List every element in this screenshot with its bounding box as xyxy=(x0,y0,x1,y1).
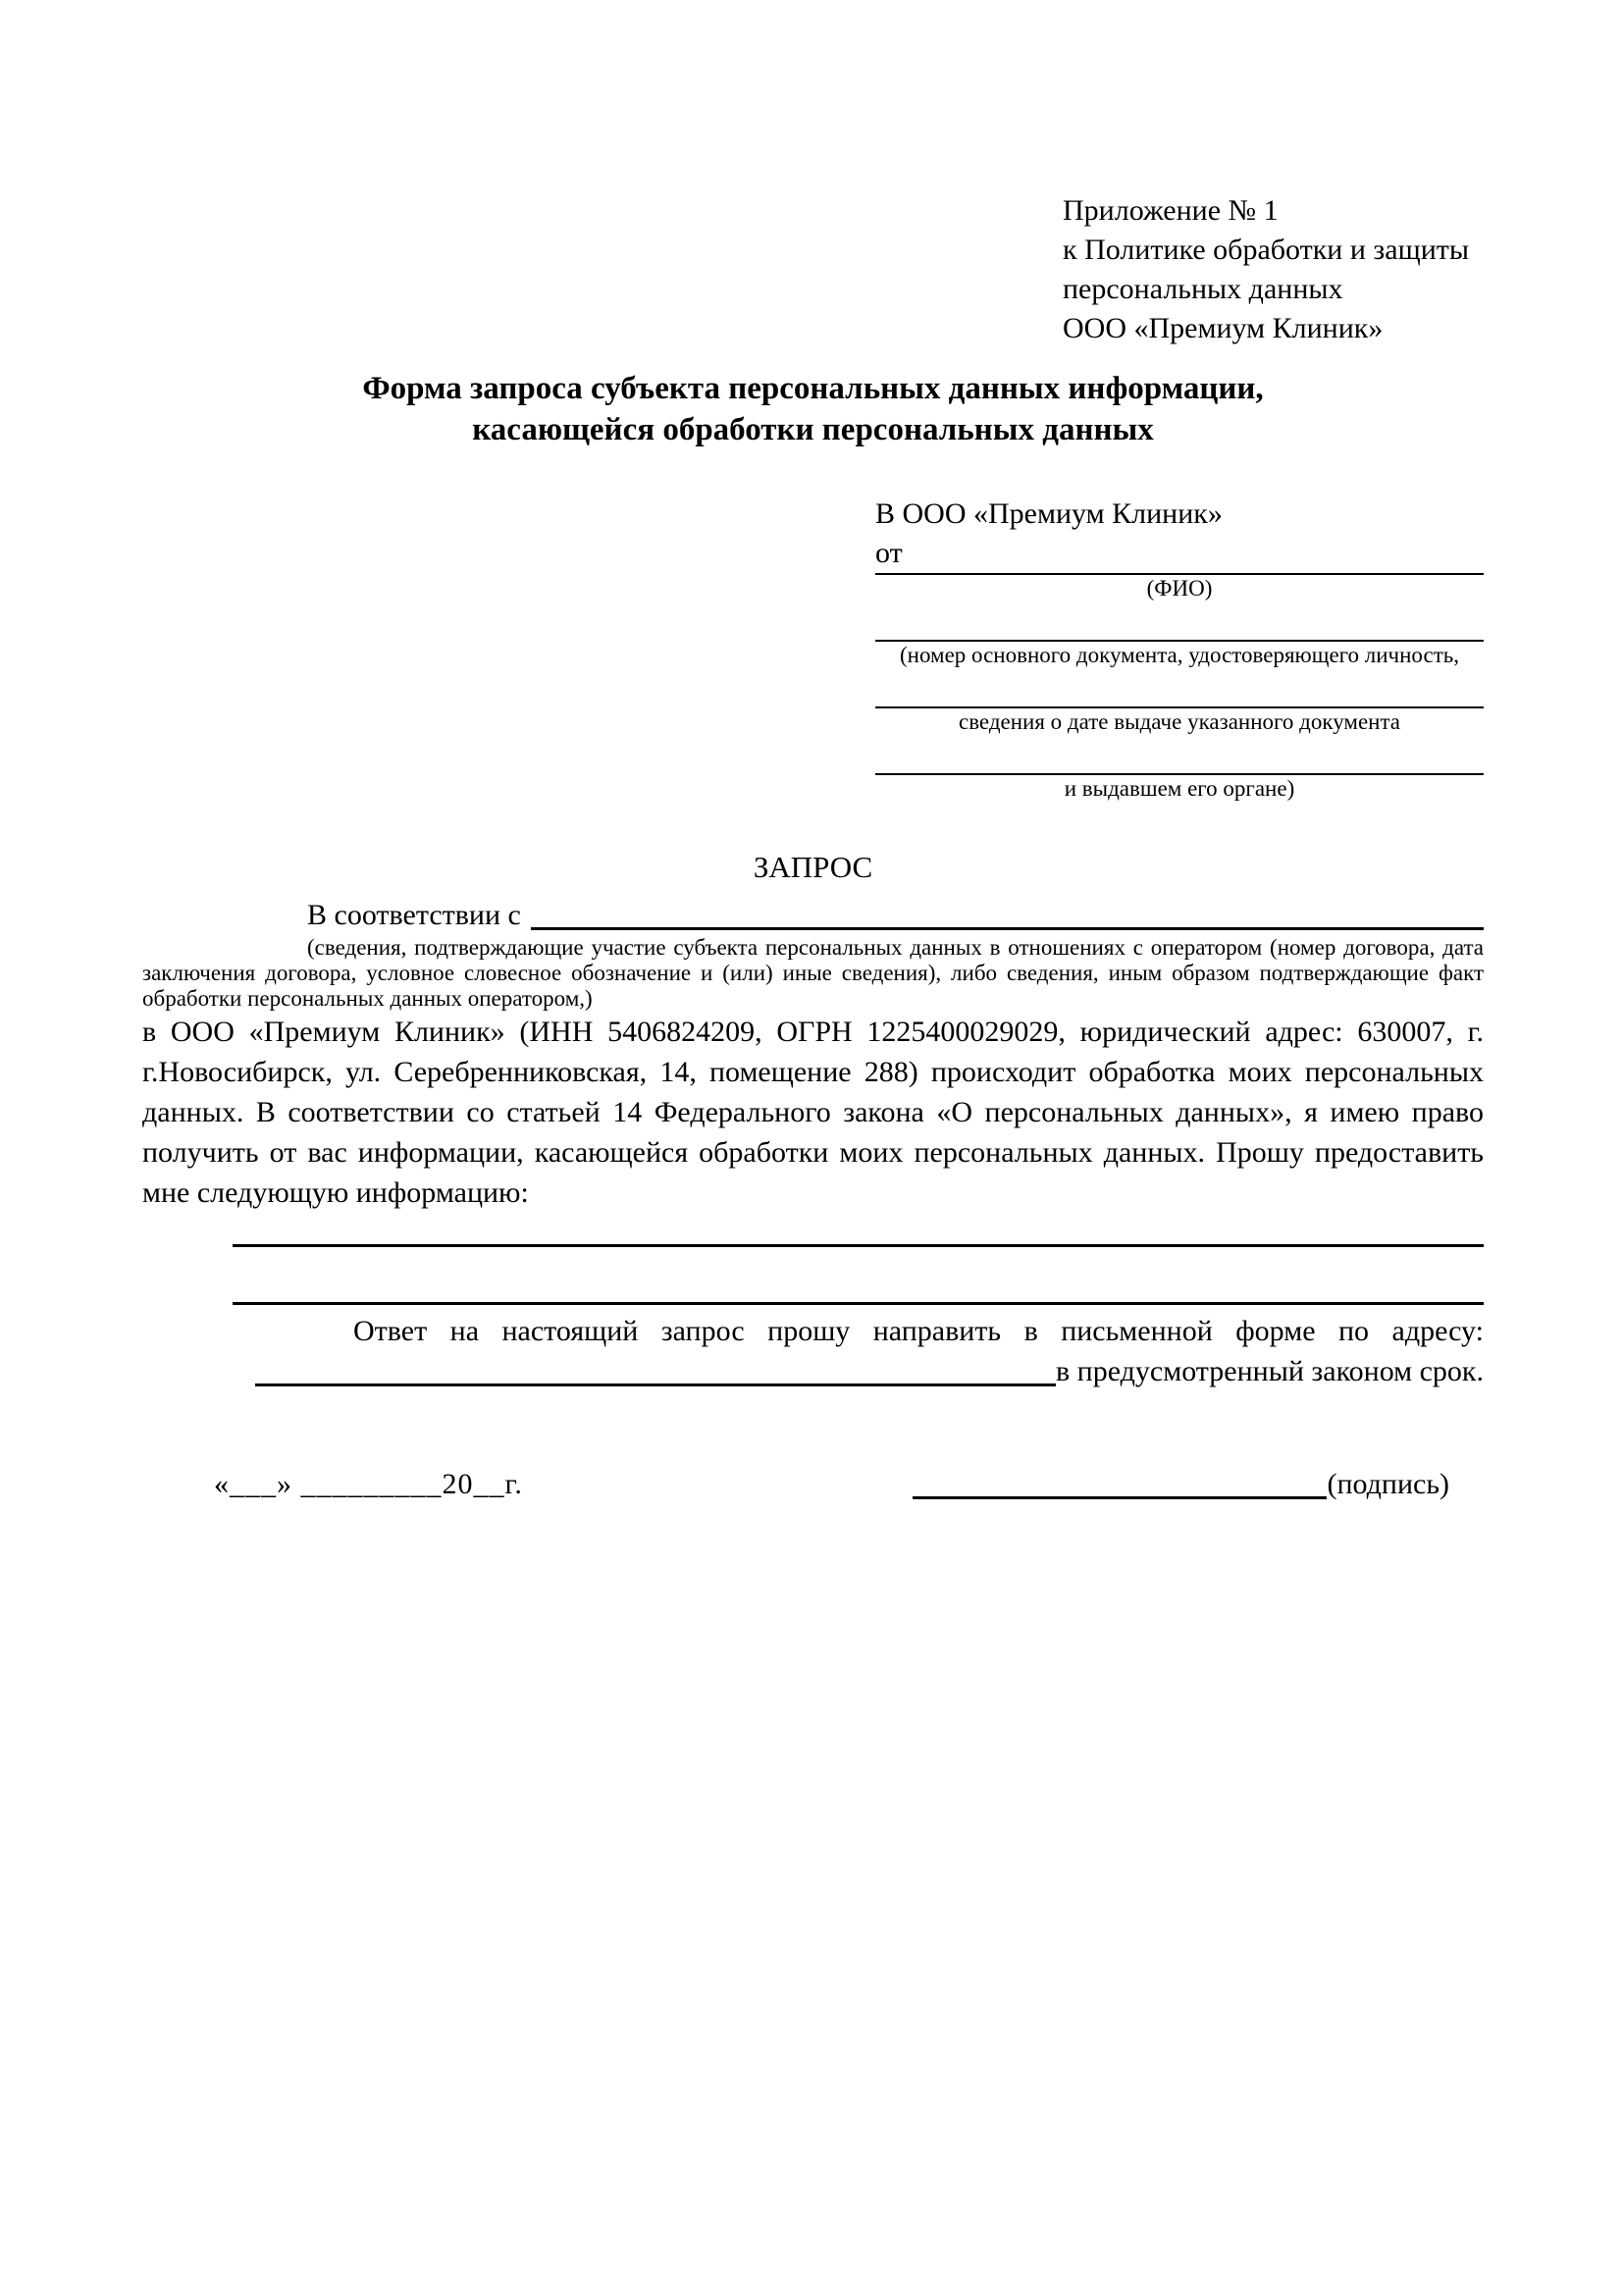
document-title xyxy=(142,368,1484,450)
document-number-caption: (номер основного документа, удостоверяющего личность, xyxy=(899,643,1459,667)
appendix-line-4: ООО «Премиум Клиник» xyxy=(1063,312,1384,344)
appendix-line-2: к Политике обработки и защиты xyxy=(1063,234,1470,266)
information-blank-line-2[interactable] xyxy=(233,1302,1484,1305)
intro-row xyxy=(142,895,1484,935)
intro-prefix: В соответствии с xyxy=(307,899,521,931)
reply-instruction-suffix: в предусмотренный законом срок. xyxy=(1056,1355,1484,1387)
request-heading: ЗАПРОС xyxy=(753,850,873,884)
intro-blank-line[interactable] xyxy=(531,927,1484,930)
signature-caption: (подпись) xyxy=(1327,1468,1449,1500)
addressee-from-label: от xyxy=(875,537,903,569)
document-title-line-2: касающейся обработки персональных данных xyxy=(472,412,1154,447)
reply-instruction-line-2 xyxy=(142,1351,1484,1391)
date-blank[interactable]: «___» _________20__г. xyxy=(214,1468,523,1500)
issuing-authority-caption: и выдавшем его органе) xyxy=(1064,776,1295,801)
appendix-line-3: персональных данных xyxy=(1063,273,1343,305)
signature-blank-line[interactable] xyxy=(913,1496,1327,1499)
document-title-line-1: Форма запроса субъекта персональных данных информации, xyxy=(362,371,1264,406)
reply-instruction-line-1: Ответ на настоящий запрос прошу направить в письменной форме по адресу: xyxy=(353,1315,1484,1347)
addressee-block xyxy=(875,495,1484,803)
issue-date-caption: сведения о дате выдаче указанного документа xyxy=(958,709,1401,734)
address-blank-line[interactable] xyxy=(255,1383,1056,1386)
footer-row xyxy=(142,1464,1484,1504)
addressee-to: В ООО «Премиум Клиник» xyxy=(875,497,1223,530)
appendix-line-1: Приложение № 1 xyxy=(1063,194,1279,227)
document-number-field xyxy=(875,640,1484,669)
issue-date-field xyxy=(875,706,1484,736)
issuing-authority-field xyxy=(875,773,1484,803)
explanatory-note: (сведения, подтверждающие участие субъекта персональных данных в отношениях с оператором (номер договора, дата заключения договора, условное словесное обозначение и (или) иные сведения), либо сведения, иным образом подтверждающие факт обработки персональных данных оператором,) xyxy=(142,935,1484,1011)
body-paragraph: в ООО «Премиум Клиник» (ИНН 5406824209, ОГРН 1225400029029, юридический адрес: 630007, г. г.Новосибирск, ул. Серебренниковская, 14, помещение 288) происходит обработка моих персональных данных. В соответствии со статьей 14 Федерального закона «О персональных данных», я имею право получить от вас информации, касающейся обработки моих персональных данных. Прошу предоставить мне следующую информацию: xyxy=(142,1016,1484,1209)
information-blank-line-1[interactable] xyxy=(233,1244,1484,1247)
appendix-reference xyxy=(1063,191,1484,348)
fio-field xyxy=(875,573,1484,602)
signature-group xyxy=(913,1464,1449,1504)
fio-caption: (ФИО) xyxy=(1146,576,1213,600)
